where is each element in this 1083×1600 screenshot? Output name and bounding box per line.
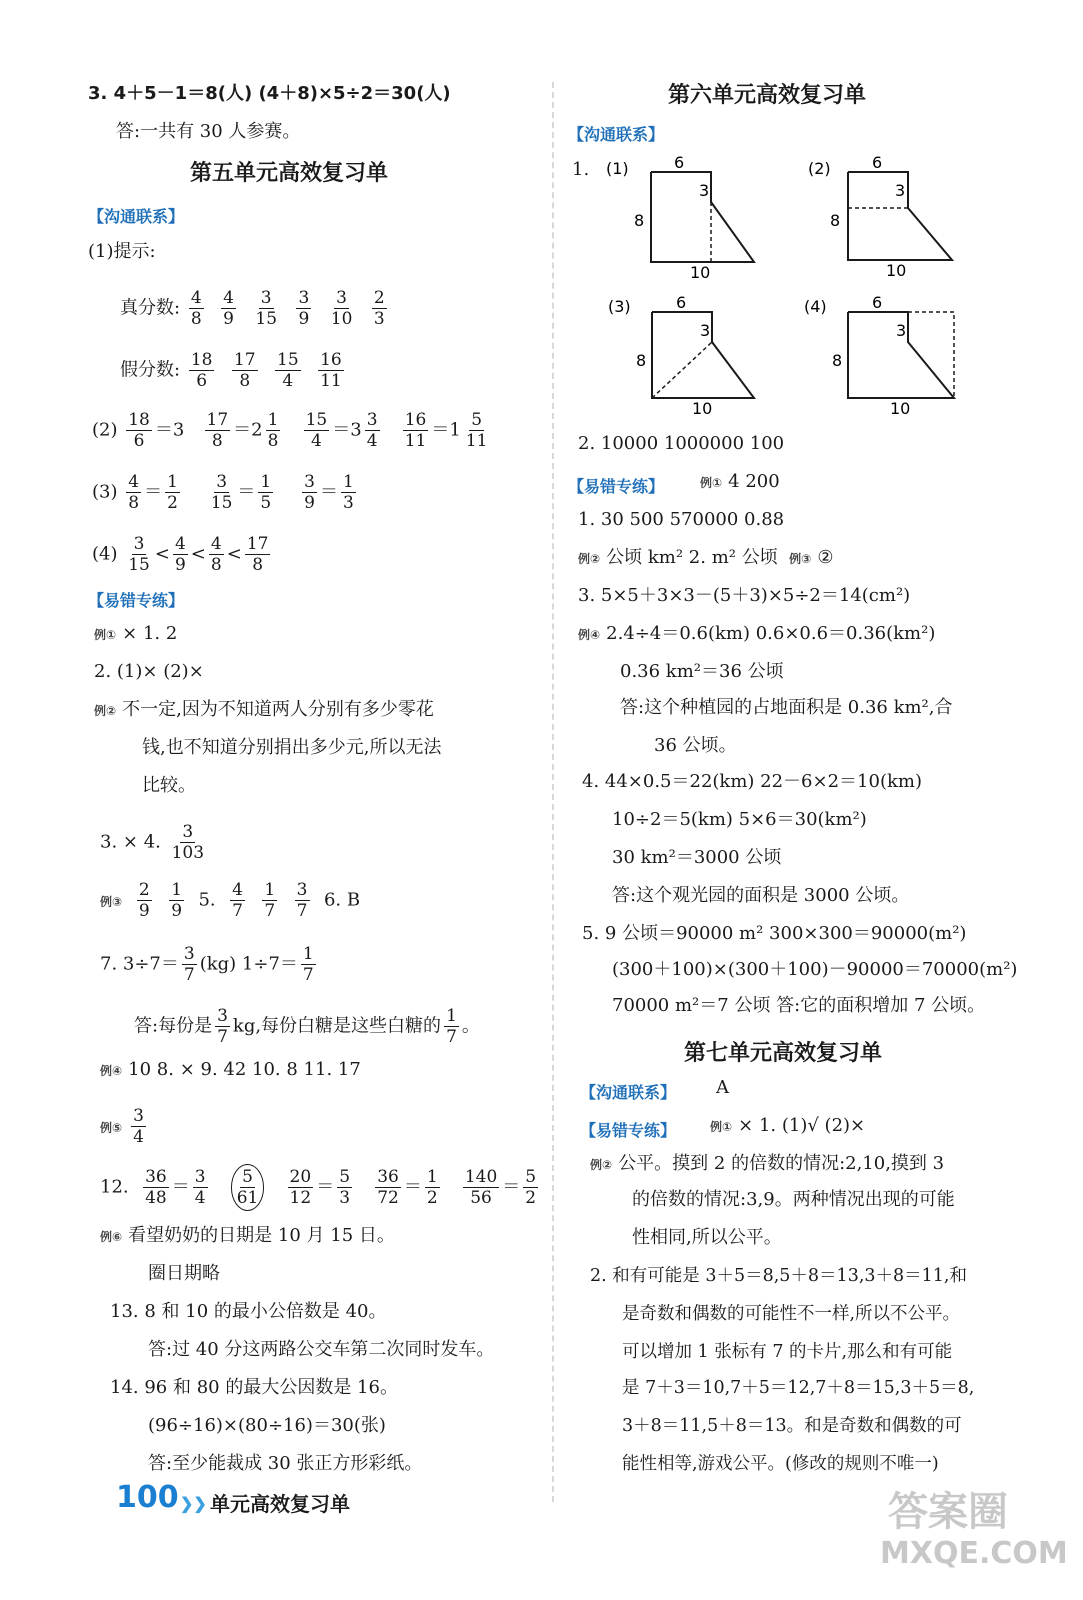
- answer-line: 例③ $\frac{2}{9}$ $\frac{1}{9}$ 5. $\frac{4}{7}$ $\frac{1}{7}$ $\frac{3}{7}$ 6. B: [100, 880, 361, 921]
- answer-line: 14. 96 和 80 的最大公因数是 16。: [110, 1377, 398, 1398]
- fraction: $\frac{17}{8}$: [206, 410, 229, 451]
- fraction: $\frac{18}{6}$: [190, 350, 213, 391]
- answer-line: 1. 30 500 570000 0.88: [578, 509, 785, 530]
- answer-line: 例⑥ 看望奶奶的日期是 10 月 15 日。: [100, 1225, 395, 1246]
- answer-line: 是奇数和偶数的可能性不一样,所以不公平。: [622, 1304, 961, 1324]
- dim-top: 6: [872, 153, 883, 172]
- answer-line: 0.36 km²＝36 公顷: [620, 661, 784, 682]
- answer-text: 3. 4＋5－1＝8(人) (4＋8)×5÷2＝30(人): [88, 83, 451, 104]
- proper-fractions-row: [120, 288, 401, 329]
- answer-line: 例② 公平。摸到 2 的倍数的情况:2,10,摸到 3: [590, 1153, 945, 1174]
- tag-mistakes: 【易错专练】: [88, 591, 185, 610]
- dim-bottom: 10: [690, 263, 711, 282]
- answer-line: 答:每份是 $\frac{3}{7}$ kg,每份白糖是这些白糖的 $\frac{1}{7}$ 。: [134, 1006, 480, 1047]
- hint-label: (1)提示:: [88, 241, 156, 262]
- part3-lead: (3): [92, 481, 118, 503]
- answer-line: 3＋8＝11,5＋8＝13。和是奇数和偶数的可: [622, 1416, 962, 1436]
- figure-label: (4): [804, 297, 827, 316]
- fraction: $\frac{17}{8}$: [233, 350, 256, 391]
- dim-notch: 3: [895, 181, 906, 200]
- fraction: $\frac{3}{15}$: [255, 288, 278, 329]
- figure-2: [808, 153, 952, 280]
- dim-side: 8: [832, 351, 843, 370]
- answer-line: 答:一共有 30 人参赛。: [116, 121, 301, 142]
- answer-line: 5. 9 公顷＝90000 m² 300×300＝90000(m²): [582, 923, 967, 944]
- answer-line: 能性相等,游戏公平。(修改的规则不唯一): [622, 1454, 939, 1474]
- answer-line: 70000 m²＝7 公顷 答:它的面积增加 7 公顷。: [612, 995, 986, 1016]
- improper-label: 假分数:: [120, 359, 181, 381]
- answer-line: 36 公顷。: [654, 735, 737, 756]
- watermark-url: MXQE.COM: [880, 1536, 1068, 1571]
- answer-line: 例① × 1. (1)√ (2)×: [710, 1115, 866, 1136]
- answer-line: 2. (1)× (2)×: [94, 661, 204, 682]
- figure-label: (2): [808, 159, 831, 178]
- fraction: $\frac{4}{8}$: [190, 288, 202, 329]
- answer-line: 2. 10000 1000000 100: [578, 433, 785, 454]
- fraction: $\frac{4}{9}$: [223, 288, 234, 329]
- part3-row: (3) $\frac{4}{8}$ ＝ $\frac{1}{2}$ $\frac{3}{15}$ ＝ $\frac{1}{5}$ $\frac{3}{9}$ ＝ $\frac{1}{3}$: [92, 472, 354, 513]
- dim-notch: 3: [699, 181, 710, 200]
- answer-line: 例① × 1. 2: [94, 623, 178, 644]
- answer-line: (96÷16)×(80÷16)＝30(张): [148, 1415, 386, 1436]
- eq-text: ＝3: [154, 419, 185, 441]
- answer-line: 例④ 10 8. × 9. 42 10. 8 11. 17: [100, 1059, 361, 1080]
- fraction: $\frac{18}{6}$: [128, 410, 150, 451]
- dim-bottom: 10: [890, 399, 911, 418]
- dim-top: 6: [872, 293, 883, 312]
- eq-text: ＝2: [233, 419, 263, 441]
- part2-row: [92, 410, 492, 451]
- answer-line: 圈日期略: [148, 1263, 220, 1284]
- answer-line: 10÷2＝5(km) 5×6＝30(km²): [612, 809, 867, 830]
- part4-row: (4) $\frac{3}{15}$ < $\frac{4}{9}$ < $\frac{4}{8}$ < $\frac{17}{8}$: [92, 534, 269, 575]
- fraction: $\frac{16}{11}$: [404, 410, 427, 451]
- answer-line: 4. 44×0.5＝22(km) 22－6×2＝10(km): [582, 771, 922, 792]
- proper-label: 真分数:: [120, 297, 181, 319]
- answer-line: 例⑤ $\frac{3}{4}$: [100, 1106, 144, 1147]
- answer-line: 12. $\frac{36}{48}$ ＝ $\frac{3}{4}$ $\frac{5}{61}$ $\frac{20}{12}$ ＝ $\frac{5}{3}$ $\frac{36}{72}$ ＝ $\frac{1}{2}$ $\frac{140}{56}$ ＝ $\frac{5}{2}$: [100, 1164, 541, 1211]
- tag-mistakes: 【易错专练】: [580, 1121, 677, 1140]
- answer-line: 2. 和有可能是 3＋5＝8,5＋8＝13,3＋8＝11,和: [590, 1266, 967, 1286]
- improper-fractions-row: [120, 350, 358, 391]
- proper-fractions: [186, 288, 401, 329]
- dim-notch: 3: [700, 321, 711, 340]
- figure-label: (3): [608, 297, 631, 316]
- dim-side: 8: [636, 351, 647, 370]
- answer-line: 答:过 40 分这两路公交车第二次同时发车。: [148, 1339, 495, 1360]
- tag-mistakes: 【易错专练】: [568, 477, 665, 496]
- tag-communication: 【沟通联系】: [580, 1083, 677, 1102]
- fraction: $\frac{16}{11}$: [320, 350, 342, 391]
- dim-side: 8: [830, 211, 841, 230]
- part4-lead: (4): [92, 543, 118, 565]
- answer-line: 例② 不一定,因为不知道两人分别有多少零花: [94, 699, 434, 720]
- figure-4: [804, 293, 954, 418]
- question-number: 1.: [572, 159, 590, 180]
- dim-bottom: 10: [692, 399, 713, 418]
- answer-line: (300＋100)×(300＋100)－90000＝70000(m²): [612, 959, 1018, 980]
- unit6-title: 第六单元高效复习单: [668, 83, 867, 108]
- dim-top: 6: [674, 153, 685, 172]
- answer-line: 的倍数的情况:3,9。两种情况出现的可能: [632, 1189, 955, 1210]
- fraction: $\frac{15}{4}$: [305, 410, 328, 451]
- figure-label: (1): [606, 159, 629, 178]
- eq-text: ＝3: [332, 419, 362, 441]
- fraction: $\frac{3}{10}$: [330, 288, 353, 329]
- eq-text: ＝1: [431, 419, 461, 441]
- answer-line: 是 7＋3＝10,7＋5＝12,7＋8＝15,3＋5＝8,: [622, 1378, 975, 1398]
- answer-line: 答:这个观光园的面积是 3000 公顷。: [612, 885, 910, 906]
- fraction: $\frac{5}{11}$: [465, 410, 488, 451]
- tag-communication: 【沟通联系】: [88, 207, 185, 226]
- unit5-title: 第五单元高效复习单: [190, 161, 389, 186]
- answer-line: 例④ 2.4÷4＝0.6(km) 0.6×0.6＝0.36(km²): [578, 623, 936, 644]
- answer-line: 例② 公顷 km² 2. m² 公顷 例③ ②: [578, 547, 834, 568]
- watermark-logo: 答案圈: [888, 1489, 1008, 1535]
- figure-3: [608, 293, 754, 418]
- answer-line: 性相同,所以公平。: [632, 1227, 782, 1248]
- fraction: $\frac{1}{8}$: [267, 410, 279, 451]
- dim-bottom: 10: [886, 261, 907, 280]
- tag-communication: 【沟通联系】: [568, 125, 665, 144]
- fraction: $\frac{2}{3}$: [373, 288, 385, 329]
- circled-fraction: $\frac{5}{61}$: [231, 1164, 265, 1211]
- page-number: 100: [116, 1480, 179, 1515]
- dim-top: 6: [676, 293, 687, 312]
- figure-1: [606, 153, 754, 282]
- answer-line: [88, 82, 451, 106]
- answer-line: 3. 5×5＋3×3－(5＋3)×5÷2＝14(cm²): [578, 585, 911, 606]
- geometry-figures: [596, 150, 1016, 420]
- fraction: $\frac{15}{4}$: [277, 350, 299, 391]
- answer-line: 可以增加 1 张标有 7 的卡片,那么和有可能: [622, 1342, 953, 1362]
- dim-notch: 3: [896, 321, 907, 340]
- answer-line: 30 km²＝3000 公顷: [612, 847, 782, 868]
- dim-side: 8: [634, 211, 645, 230]
- improper-fractions: [186, 350, 358, 391]
- column-divider: [552, 82, 554, 1502]
- answer-line: 13. 8 和 10 的最小公倍数是 40。: [110, 1301, 387, 1322]
- chevron-right-icon: ❯❯: [180, 1494, 207, 1513]
- answer-line: 7. 3÷7＝ $\frac{3}{7}$ (kg) 1÷7＝ $\frac{1}{7}$: [100, 944, 314, 985]
- fraction: $\frac{3}{9}$: [298, 288, 310, 329]
- dashed-line: [908, 312, 954, 398]
- fraction: $\frac{3}{4}$: [366, 410, 378, 451]
- answer-line: 比较。: [142, 775, 196, 796]
- unit7-title: 第七单元高效复习单: [684, 1041, 883, 1066]
- answer-line: 答:这个种植园的占地面积是 0.36 km²,合: [620, 697, 953, 718]
- answer-line: 3. × 4. $\frac{3}{103}$: [100, 822, 205, 863]
- dashed-line: [652, 342, 712, 398]
- answer-line: 答:至少能裁成 30 张正方形彩纸。: [148, 1453, 423, 1474]
- answer-line: A: [716, 1077, 729, 1098]
- part2-lead: (2): [92, 419, 118, 441]
- footer-title: 单元高效复习单: [210, 1492, 350, 1516]
- answer-line: 例① 4 200: [700, 471, 780, 492]
- answer-line: 钱,也不知道分别捐出多少元,所以无法: [142, 737, 442, 758]
